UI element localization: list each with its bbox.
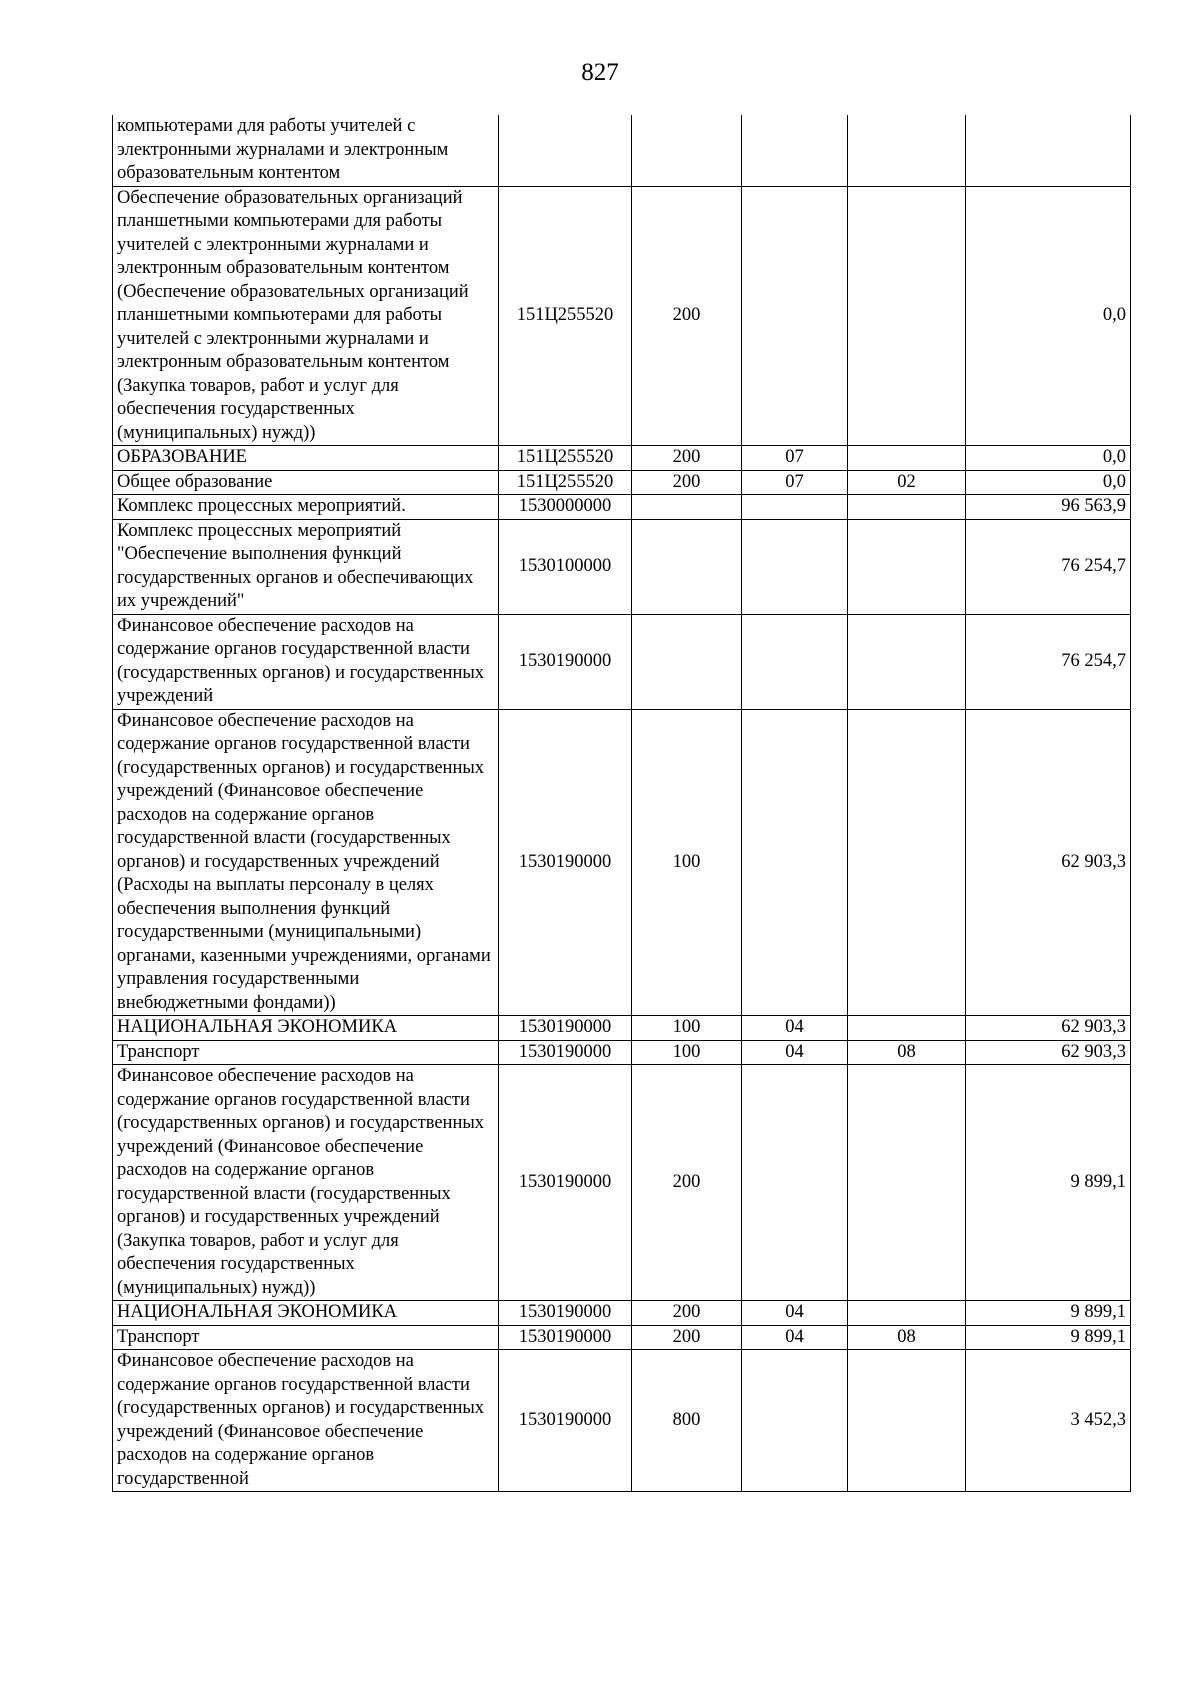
subsection-code-cell [848, 186, 966, 446]
expense-type-code-cell: 100 [632, 709, 742, 1016]
expense-type-code-cell [632, 115, 742, 186]
table-row [113, 709, 1131, 1016]
expense-type-code-cell: 200 [632, 1301, 742, 1326]
section-code-cell [742, 614, 848, 709]
section-code-cell [742, 115, 848, 186]
expense-type-code-cell: 200 [632, 446, 742, 471]
amount-cell: 62 903,3 [966, 1016, 1131, 1041]
target-article-code-cell: 1530190000 [499, 1350, 632, 1492]
amount-cell: 9 899,1 [966, 1301, 1131, 1326]
table-row [113, 519, 1131, 614]
amount-cell: 0,0 [966, 186, 1131, 446]
expense-name-cell: Транспорт [113, 1325, 499, 1350]
amount-cell [966, 115, 1131, 186]
expense-type-code-cell [632, 519, 742, 614]
target-article-code-cell: 1530190000 [499, 614, 632, 709]
table-row [113, 1301, 1131, 1326]
table-row [113, 186, 1131, 446]
expense-type-code-cell: 200 [632, 186, 742, 446]
target-article-code-cell [499, 115, 632, 186]
section-code-cell [742, 1350, 848, 1492]
target-article-code-cell: 151Ц255520 [499, 470, 632, 495]
subsection-code-cell [848, 115, 966, 186]
expense-name-cell: НАЦИОНАЛЬНАЯ ЭКОНОМИКА [113, 1301, 499, 1326]
amount-cell: 62 903,3 [966, 709, 1131, 1016]
target-article-code-cell: 151Ц255520 [499, 186, 632, 446]
amount-cell: 0,0 [966, 470, 1131, 495]
subsection-code-cell [848, 495, 966, 520]
expense-type-code-cell: 100 [632, 1016, 742, 1041]
target-article-code-cell: 1530000000 [499, 495, 632, 520]
expense-name-cell: НАЦИОНАЛЬНАЯ ЭКОНОМИКА [113, 1016, 499, 1041]
table-row [113, 495, 1131, 520]
section-code-cell [742, 709, 848, 1016]
section-code-cell: 04 [742, 1325, 848, 1350]
subsection-code-cell [848, 1065, 966, 1301]
table-row [113, 446, 1131, 471]
section-code-cell: 07 [742, 470, 848, 495]
subsection-code-cell [848, 519, 966, 614]
section-code-cell [742, 519, 848, 614]
section-code-cell: 04 [742, 1016, 848, 1041]
expense-name-cell: Финансовое обеспечение расходов на содержание органов государственной власти (государственных органов) и государственных учреждений (Финансовое обеспечение расходов на содержание органов государственной власти (государственных органов) и государственных учреждений (Закупка товаров, работ и услуг для обеспечения государственных (муниципальных) нужд)) [113, 1065, 499, 1301]
expense-name-cell: Обеспечение образовательных организаций планшетными компьютерами для работы учителей с электронными журналами и электронным образовательным контентом (Обеспечение образовательных организаций планшетными компьютерами для работы учителей с электронными журналами и электронным образовательным контентом (Закупка товаров, работ и услуг для обеспечения государственных (муниципальных) нужд)) [113, 186, 499, 446]
subsection-code-cell [848, 1301, 966, 1326]
amount-cell: 76 254,7 [966, 519, 1131, 614]
section-code-cell [742, 495, 848, 520]
subsection-code-cell [848, 1350, 966, 1492]
expense-name-cell: Комплекс процессных мероприятий "Обеспечение выполнения функций государственных органов и обеспечивающих их учреждений" [113, 519, 499, 614]
page-number: 827 [581, 59, 619, 86]
expense-type-code-cell: 200 [632, 1325, 742, 1350]
expense-name-cell: ОБРАЗОВАНИЕ [113, 446, 499, 471]
section-code-cell: 04 [742, 1301, 848, 1326]
table-row [113, 1325, 1131, 1350]
subsection-code-cell [848, 1016, 966, 1041]
expense-type-code-cell: 800 [632, 1350, 742, 1492]
target-article-code-cell: 151Ц255520 [499, 446, 632, 471]
section-code-cell: 07 [742, 446, 848, 471]
expense-name-cell: Общее образование [113, 470, 499, 495]
target-article-code-cell: 1530190000 [499, 1016, 632, 1041]
amount-cell: 62 903,3 [966, 1040, 1131, 1065]
target-article-code-cell: 1530190000 [499, 1325, 632, 1350]
expense-name-cell: Транспорт [113, 1040, 499, 1065]
subsection-code-cell [848, 614, 966, 709]
amount-cell: 0,0 [966, 446, 1131, 471]
budget-table [112, 115, 1131, 1492]
target-article-code-cell: 1530190000 [499, 709, 632, 1016]
expense-name-cell: Финансовое обеспечение расходов на содержание органов государственной власти (государственных органов) и государственных учреждений (Финансовое обеспечение расходов на содержание органов государственной власти (государственных органов) и государственных учреждений (Расходы на выплаты персоналу в целях обеспечения выполнения функций государственными (муниципальными) органами, казенными учреждениями, органами управления государственными внебюджетными фондами)) [113, 709, 499, 1016]
table-row [113, 470, 1131, 495]
expense-name-cell: Комплекс процессных мероприятий. [113, 495, 499, 520]
amount-cell: 96 563,9 [966, 495, 1131, 520]
subsection-code-cell: 08 [848, 1325, 966, 1350]
expense-type-code-cell: 100 [632, 1040, 742, 1065]
amount-cell: 9 899,1 [966, 1065, 1131, 1301]
target-article-code-cell: 1530100000 [499, 519, 632, 614]
section-code-cell [742, 186, 848, 446]
target-article-code-cell: 1530190000 [499, 1040, 632, 1065]
table-row [113, 1350, 1131, 1492]
expense-type-code-cell: 200 [632, 470, 742, 495]
budget-table-body [113, 115, 1131, 1492]
target-article-code-cell: 1530190000 [499, 1301, 632, 1326]
table-row [113, 614, 1131, 709]
section-code-cell: 04 [742, 1040, 848, 1065]
expense-type-code-cell: 200 [632, 1065, 742, 1301]
amount-cell: 76 254,7 [966, 614, 1131, 709]
expense-name-cell: компьютерами для работы учителей с электронными журналами и электронным образовательным контентом [113, 115, 499, 186]
subsection-code-cell [848, 709, 966, 1016]
section-code-cell [742, 1065, 848, 1301]
expense-type-code-cell [632, 495, 742, 520]
table-row [113, 115, 1131, 186]
amount-cell: 3 452,3 [966, 1350, 1131, 1492]
table-row [113, 1016, 1131, 1041]
amount-cell: 9 899,1 [966, 1325, 1131, 1350]
expense-type-code-cell [632, 614, 742, 709]
subsection-code-cell: 02 [848, 470, 966, 495]
subsection-code-cell [848, 446, 966, 471]
subsection-code-cell: 08 [848, 1040, 966, 1065]
target-article-code-cell: 1530190000 [499, 1065, 632, 1301]
table-row [113, 1040, 1131, 1065]
table-row [113, 1065, 1131, 1301]
expense-name-cell: Финансовое обеспечение расходов на содержание органов государственной власти (государственных органов) и государственных учреждений (Финансовое обеспечение расходов на содержание органов государственной [113, 1350, 499, 1492]
expense-name-cell: Финансовое обеспечение расходов на содержание органов государственной власти (государственных органов) и государственных учреждений [113, 614, 499, 709]
